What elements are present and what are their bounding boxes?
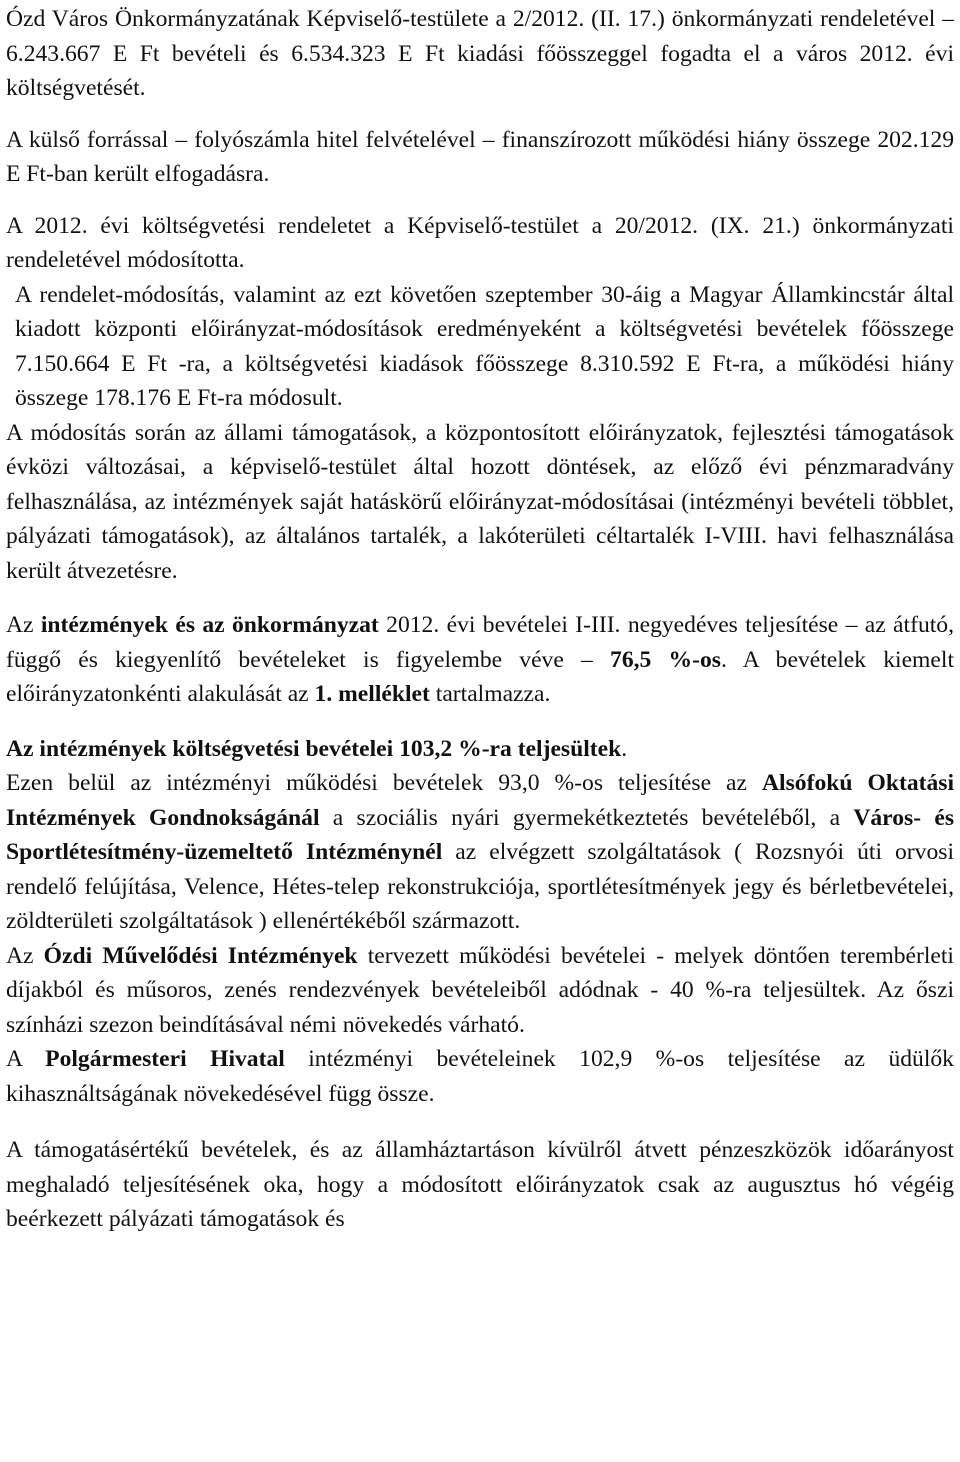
paragraph-budget-adoption: Ózd Város Önkormányzatának Képviselő-testülete a 2/2012. (II. 17.) önkormányzati rendeletével – 6.243.667 E Ft bevételi és 6.534.323 E Ft kiadási főösszeggel fogadta el a város 2012. évi költségvetését. [6,6,954,101]
text-run: Az [6,942,44,969]
paragraph-amendment-results: A rendelet-módosítás, valamint az ezt követően szeptember 30-áig a Magyar Államkincstár által kiadott központi előirányzat-módosítások eredményeként a költségvetési bevételek főösszege 7.150.664 E Ft -ra, a költségvetési kiadások főösszege 8.310.592 E Ft-ra, a működési hiány összege 178.176 E Ft-ra módosult. [15,281,954,411]
bold-run: Az intézmények költségvetési bevételei 103,2 %-ra teljesültek [6,735,622,762]
document-page [6,2,954,1237]
text-run: A [6,1046,46,1072]
bold-run: Alsófokú Oktatási Intézmények Gondnokságánál [6,770,955,831]
paragraph-grant-revenues: A támogatásértékű bevételek, és az államháztartáson kívülről átvett pénzeszközök időarányost meghaladó teljesítésének oka, hogy a módosított előirányzatok csak az augusztus hó végéig beérkezett pályázati támogatások és [6,1137,954,1232]
bold-run: Város- és Sportlétesítmény-üzemeltető Intézménynél [6,804,954,865]
bold-run: 76,5 %-os [610,646,721,673]
bold-run: Ózdi Művelődési Intézmények [43,942,358,969]
text-run: a szociális nyári gyermekétkeztetés bevételéből, a [319,804,854,831]
text-run: az elvégzett szolgáltatások ( Rozsnyói úti orvosi rendelő felújítása, Velence, Hétes-telep rekonstrukciója, sportlétesítmények jegy és bérletbevételei, zöldterületi szolgáltatások ) ellenértékéből származott. [6,839,954,934]
paragraph-revenue-performance [6,608,954,712]
text-run: Az [6,612,41,638]
text-run: tartalmazza. [429,681,551,707]
bold-run: 1. melléklet [314,681,430,707]
paragraph-mayors-office [6,1042,954,1111]
paragraph-operating-revenue [6,766,954,939]
text-run: Ezen belül az intézményi működési bevételek 93,0 %-os teljesítése az [6,770,763,796]
text-run: . A bevételek kiemelt előirányzatonkénti alakulását az [6,646,954,707]
bold-run: Polgármesteri Hivatal [45,1046,285,1072]
text-run: tervezett működési bevételei - melyek döntően terembérleti díjakból és műsoros, zenés rendezvények bevételeiből adódnak - 40 %-ra teljesültek. Az őszi színházi szezon beindításával némi növekedés várható. [6,942,954,1038]
paragraph-budget-amendment: A 2012. évi költségvetési rendeletet a Képviselő-testület a 20/2012. (IX. 21.) önkormányzati rendeletével módosította. [6,212,954,273]
text-run: intézményi bevételeinek 102,9 %-os teljesítése az üdülők kihasználtságának növekedésével függ össze. [6,1046,954,1107]
paragraph-operating-deficit: A külső forrással – folyószámla hitel felvételével – finanszírozott működési hiány összege 202.129 E Ft-ban került elfogadásra. [6,126,954,187]
text-run: 2012. évi bevételei I-III. negyedéves teljesítése – az átfutó, függő és kiegyenlítő bevételeket is figyelembe véve – [6,612,954,673]
bold-run: intézmények és az önkormányzat [40,612,379,638]
paragraph-cultural-institutions [6,939,954,1043]
paragraph-institution-revenue-heading [6,732,954,767]
paragraph-amendment-details: A módosítás során az állami támogatások, a központosított előirányzatok, fejlesztési támogatások évközi változásai, a képviselő-testület által hozott döntések, az előző évi pénzmaradvány felhasználása, az intézmények saját hatáskörű előirányzat-módosításai (intézményi bevételi többlet, pályázati támogatások), az általános tartalék, a lakóterületi céltartalék I-VIII. havi felhasználása került átvezetésre. [6,419,954,584]
text-run: . [621,735,628,762]
